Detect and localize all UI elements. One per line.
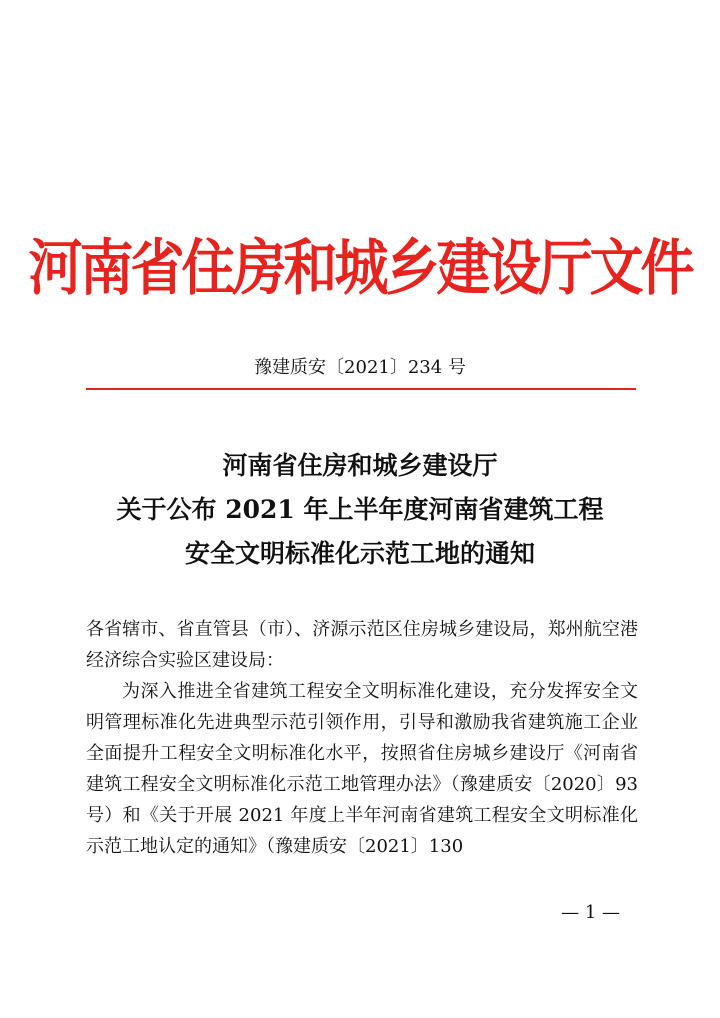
page-number: — 1 — <box>561 902 620 923</box>
red-divider-line <box>86 388 636 390</box>
document-body <box>86 614 638 862</box>
document-number: 豫建质安〔2021〕234 号 <box>254 357 466 378</box>
salutation: 各省辖市、省直管县（市）、济源示范区住房城乡建设局，郑州航空港经济综合实验区建设局： <box>86 619 638 671</box>
title-line-2: 关于公布 2021 年上半年度河南省建筑工程 <box>116 495 604 524</box>
document-masthead: 河南省住房和城乡建设厅文件 <box>28 232 692 304</box>
body-paragraph: 为深入推进全省建筑工程安全文明标准化建设，充分发挥安全文明管理标准化先进典型示范引领作用，引导和激励我省建筑施工企业全面提升工程安全文明标准化水平，按照省住房城乡建设厅《河南省建筑工程安全文明标准化示范工地管理办法》（豫建质安〔2020〕93 号）和《关于开展 2021 年度上半年河南省建筑工程安全文明标准化示范工地认定的通知》（豫建质安〔2021〕130 <box>86 681 638 857</box>
title-line-3: 安全文明标准化示范工地的通知 <box>184 539 535 568</box>
title-line-1: 河南省住房和城乡建设厅 <box>222 451 498 480</box>
document-title <box>0 444 720 576</box>
